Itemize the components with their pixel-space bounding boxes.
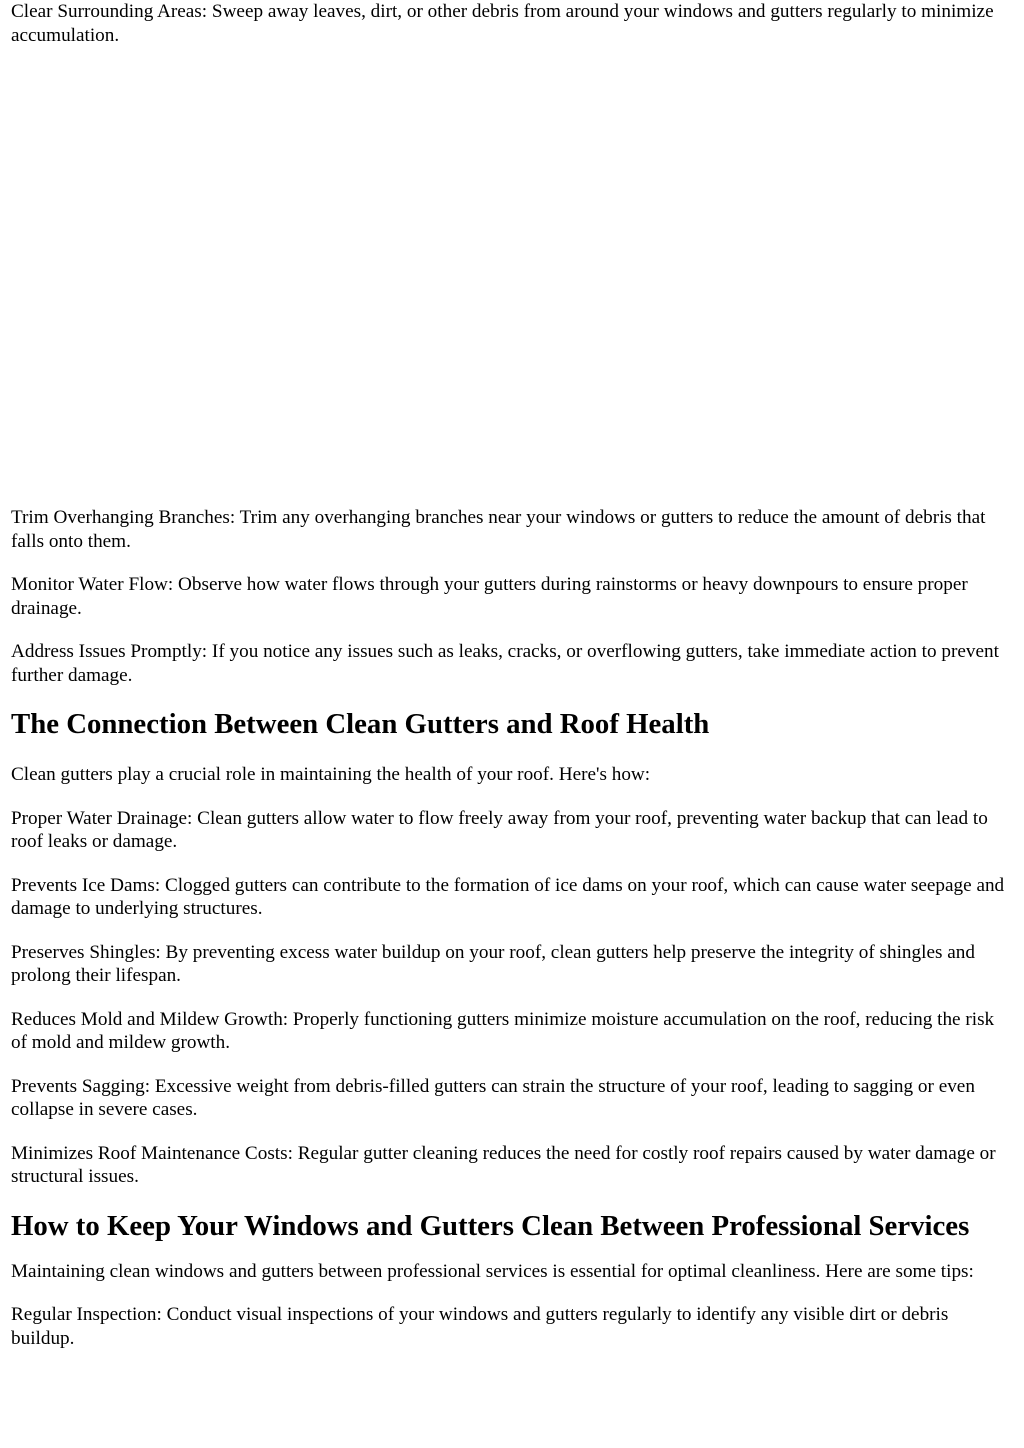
- section-heading-roof-health: The Connection Between Clean Gutters and Roof Health: [11, 708, 710, 740]
- roof-item-reduces-mold: Reduces Mold and Mildew Growth: Properly functioning gutters minimize moisture accumulation on the roof, reducing the risk of mold and mildew growth.: [11, 1008, 995, 1053]
- tip-trim-overhanging-branches: Trim Overhanging Branches: Trim any overhanging branches near your windows or gutters to reduce the amount of debris that falls onto them.: [11, 507, 986, 552]
- section-intro-keep-clean: Maintaining clean windows and gutters between professional services is essential for optimal cleanliness. Here are some tips:: [11, 1260, 974, 1282]
- keep-clean-item-regular-inspection: Regular Inspection: Conduct visual inspections of your windows and gutters regularly to identify any visible dirt or debris buildup.: [11, 1304, 949, 1349]
- blank-image-area: [11, 47, 1013, 493]
- roof-item-minimizes-costs: Minimizes Roof Maintenance Costs: Regular gutter cleaning reduces the need for costly roof repairs caused by water damage or structural issues.: [11, 1142, 996, 1187]
- tip-address-issues-promptly: Address Issues Promptly: If you notice any issues such as leaks, cracks, or overflowing gutters, take immediate action to prevent further damage.: [11, 641, 999, 686]
- roof-item-proper-water-drainage: Proper Water Drainage: Clean gutters allow water to flow freely away from your roof, preventing water backup that can lead to roof leaks or damage.: [11, 807, 988, 852]
- tip-monitor-water-flow: Monitor Water Flow: Observe how water flows through your gutters during rainstorms or heavy downpours to ensure proper drainage.: [11, 574, 968, 619]
- roof-item-prevents-sagging: Prevents Sagging: Excessive weight from debris-filled gutters can strain the structure of your roof, leading to sagging or even collapse in severe cases.: [11, 1075, 975, 1120]
- section-heading-keep-clean: How to Keep Your Windows and Gutters Clean Between Professional Services: [11, 1209, 970, 1242]
- roof-item-preserves-shingles: Preserves Shingles: By preventing excess water buildup on your roof, clean gutters help preserve the integrity of shingles and prolong their lifespan.: [11, 941, 975, 986]
- roof-item-prevents-ice-dams: Prevents Ice Dams: Clogged gutters can contribute to the formation of ice dams on your roof, which can cause water seepage and damage to underlying structures.: [11, 874, 1005, 919]
- section-intro-roof-health: Clean gutters play a crucial role in maintaining the health of your roof. Here's how:: [11, 764, 651, 785]
- tip-clear-surrounding-areas: Clear Surrounding Areas: Sweep away leaves, dirt, or other debris from around your windows and gutters regularly to minimize accumulation.: [11, 1, 994, 46]
